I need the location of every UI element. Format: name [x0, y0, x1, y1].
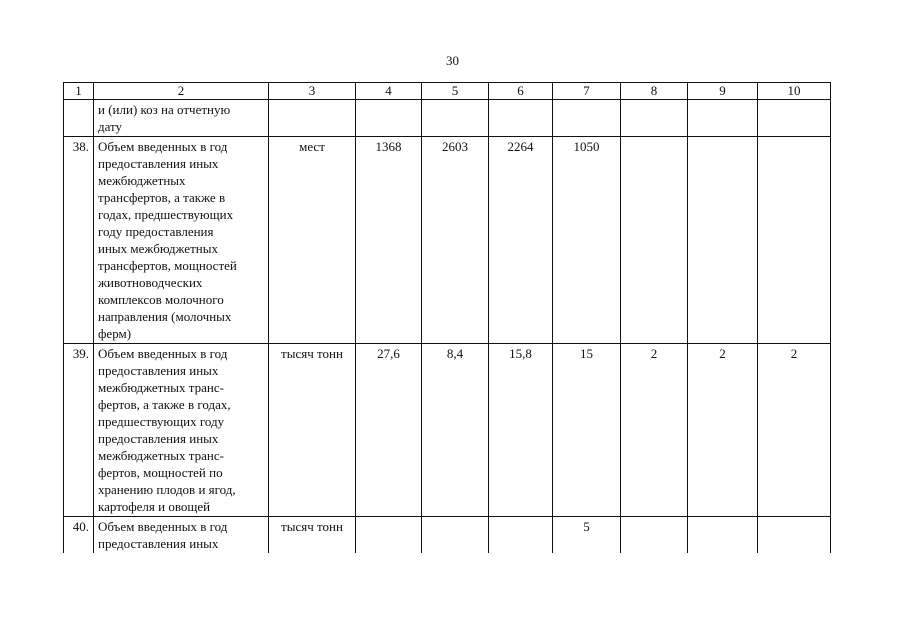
table-row [64, 344, 831, 517]
value-col-9 [688, 517, 758, 554]
column-number-9: 9 [688, 83, 758, 100]
column-number-2: 2 [94, 83, 269, 100]
value-col-10 [758, 137, 831, 344]
column-number-3: 3 [269, 83, 356, 100]
unit-cell: тысяч тонн [269, 344, 356, 517]
unit-cell: мест [269, 137, 356, 344]
column-number-1: 1 [64, 83, 94, 100]
value-col-5: 2603 [422, 137, 489, 344]
table-row [64, 517, 831, 554]
column-number-7: 7 [553, 83, 621, 100]
column-number-6: 6 [489, 83, 553, 100]
row-number: 40. [64, 517, 94, 554]
indicator-name: и (или) коз на отчетную дату [94, 100, 269, 137]
row-number: 38. [64, 137, 94, 344]
value-col-6: 2264 [489, 137, 553, 344]
column-number-5: 5 [422, 83, 489, 100]
unit-cell [269, 100, 356, 137]
value-col-9 [688, 100, 758, 137]
value-col-7: 1050 [553, 137, 621, 344]
table-header-row [64, 83, 831, 100]
value-col-6: 15,8 [489, 344, 553, 517]
value-col-4 [356, 100, 422, 137]
value-col-8 [621, 517, 688, 554]
column-number-8: 8 [621, 83, 688, 100]
value-col-8 [621, 100, 688, 137]
column-number-4: 4 [356, 83, 422, 100]
value-col-4: 1368 [356, 137, 422, 344]
row-number [64, 100, 94, 137]
column-number-10: 10 [758, 83, 831, 100]
table-row [64, 100, 831, 137]
value-col-9 [688, 137, 758, 344]
value-col-8 [621, 137, 688, 344]
page-number: 30 [446, 53, 459, 68]
value-col-9: 2 [688, 344, 758, 517]
value-col-6 [489, 517, 553, 554]
unit-cell: тысяч тонн [269, 517, 356, 554]
indicator-name: Объем введенных в год предоставления иных [94, 517, 269, 554]
value-col-6 [489, 100, 553, 137]
row-number: 39. [64, 344, 94, 517]
value-col-5 [422, 100, 489, 137]
value-col-4: 27,6 [356, 344, 422, 517]
value-col-7: 5 [553, 517, 621, 554]
value-col-4 [356, 517, 422, 554]
value-col-5: 8,4 [422, 344, 489, 517]
value-col-10 [758, 100, 831, 137]
value-col-7: 15 [553, 344, 621, 517]
indicator-name: Объем введенных в год предоставления иных межбюджетных транс- фертов, а также в годах, предшествующих году предоставления иных межбюджетных транс- фертов, мощностей по хранению плодов и ягод, картофеля и овощей [94, 344, 269, 517]
value-col-10: 2 [758, 344, 831, 517]
value-col-10 [758, 517, 831, 554]
value-col-5 [422, 517, 489, 554]
indicator-name: Объем введенных в год предоставления иных межбюджетных трансфертов, а также в годах, предшествующих году предоставления иных межбюджетных трансфертов, мощностей животноводческих комплексов молочного направления (молочных ферм) [94, 137, 269, 344]
value-col-8: 2 [621, 344, 688, 517]
table-row [64, 137, 831, 344]
indicators-table [63, 82, 831, 553]
value-col-7 [553, 100, 621, 137]
